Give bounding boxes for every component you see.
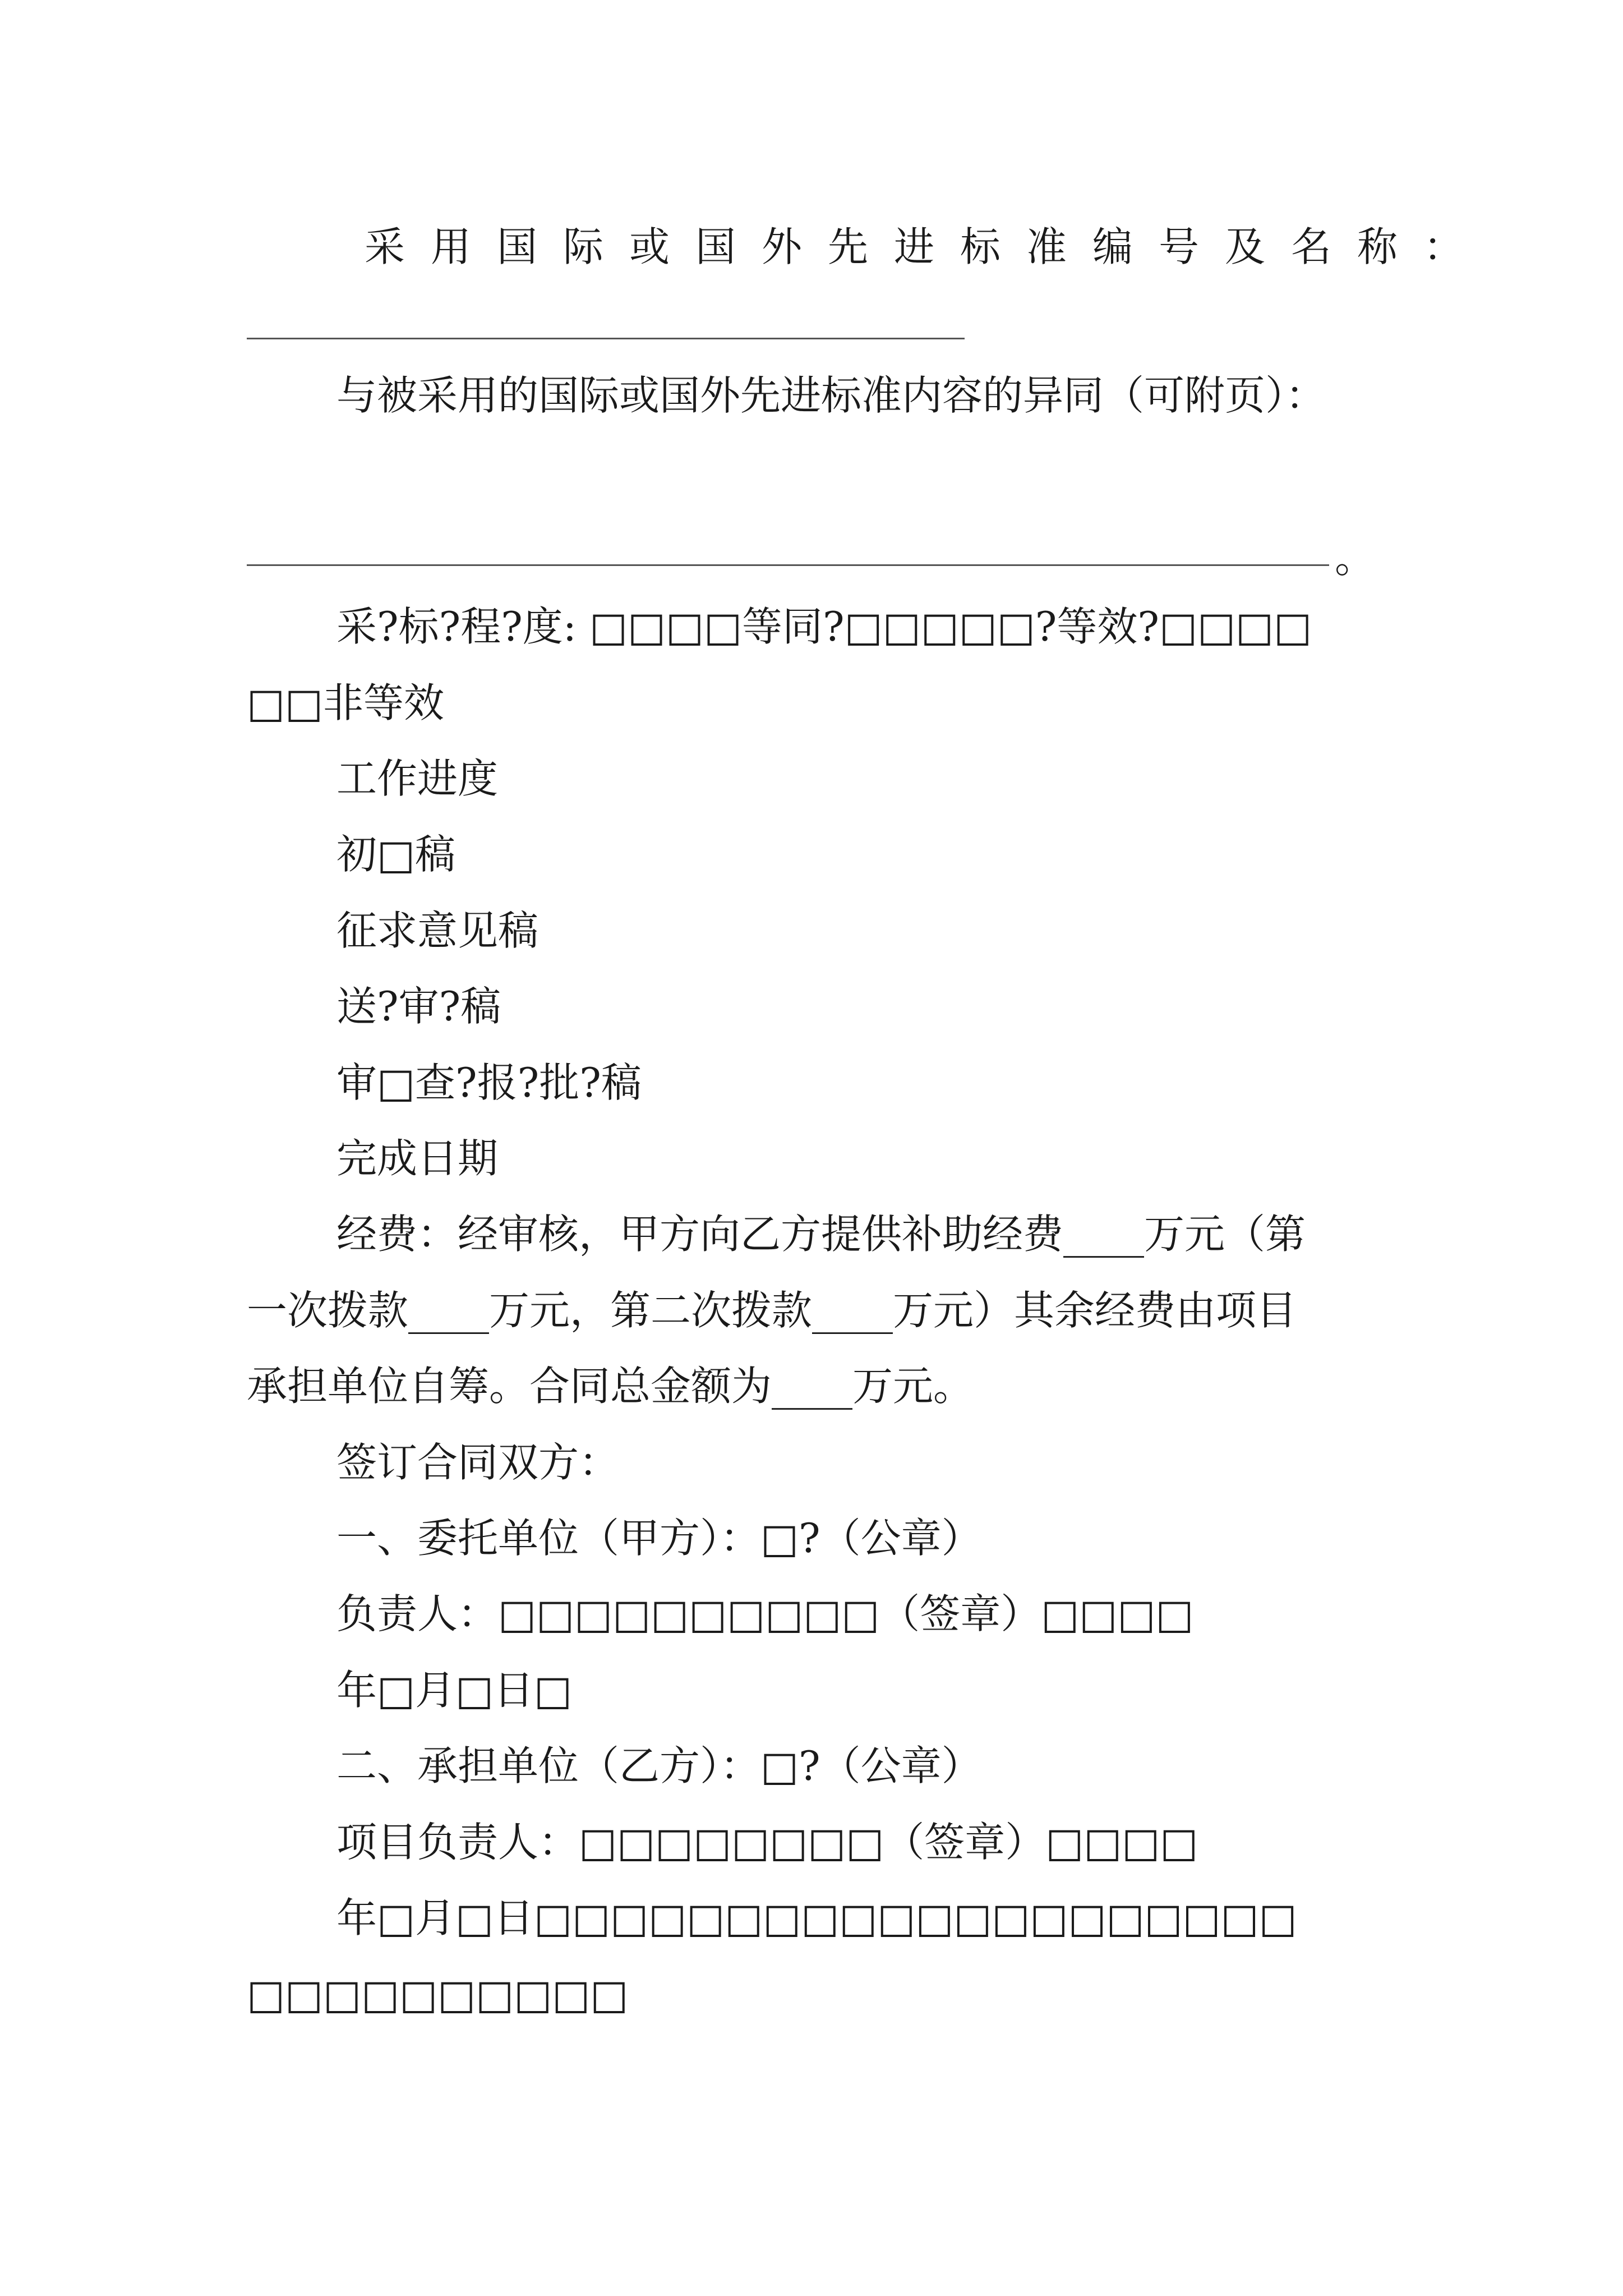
progress-review-draft: 送?审?稿 (336, 983, 501, 1030)
adoption-degree-line: 采?标?程?度: □□□□等同?□□□□□?等效?□□□□ (336, 603, 1312, 650)
party-a-label: 一、委托单位（甲方）：□?（公章） (336, 1515, 982, 1562)
party-b-project-leader: 项目负责人：□□□□□□□□（签章）□□□□ (336, 1819, 1198, 1866)
party-b-label: 二、承担单位（乙方）：□?（公章） (336, 1742, 982, 1789)
funding-paragraph-line-2: 一次拨款____万元，第二次拨款____万元）其余经费由项目 (247, 1287, 1297, 1334)
signing-parties-heading: 签订合同双方： (336, 1439, 620, 1486)
completion-date-label: 完成日期 (336, 1135, 499, 1182)
adoption-degree-line-cont: □□非等效 (247, 679, 445, 726)
party-a-responsible-person: 负责人：□□□□□□□□□□（签章）□□□□ (336, 1590, 1194, 1637)
funding-paragraph-line-3: 承担单位自筹。合同总金额为____万元。 (247, 1363, 974, 1410)
party-b-date-cont: □□□□□□□□□□ (247, 1971, 629, 2018)
differences-period: 。 (1335, 535, 1376, 582)
progress-approval-draft: 审□查?报?批?稿 (336, 1059, 642, 1106)
standard-number-name-label: 采用国际或国外先进标准编号及名称： (365, 223, 1490, 270)
differences-label: 与被采用的国际或国外先进标准内容的异同（可附页）： (336, 372, 1326, 419)
work-progress-heading: 工作进度 (336, 755, 499, 802)
progress-consultation-draft: 征求意见稿 (336, 907, 539, 954)
party-b-date: 年□月□日□□□□□□□□□□□□□□□□□□□□ (336, 1894, 1297, 1941)
progress-first-draft: 初□稿 (336, 831, 456, 878)
party-a-date: 年□月□日□ (336, 1667, 573, 1714)
standard-number-name-blank (247, 338, 965, 339)
funding-paragraph-line-1: 经费：经审核，甲方向乙方提供补助经费____万元（第 (336, 1211, 1306, 1258)
differences-blank (247, 564, 1329, 566)
